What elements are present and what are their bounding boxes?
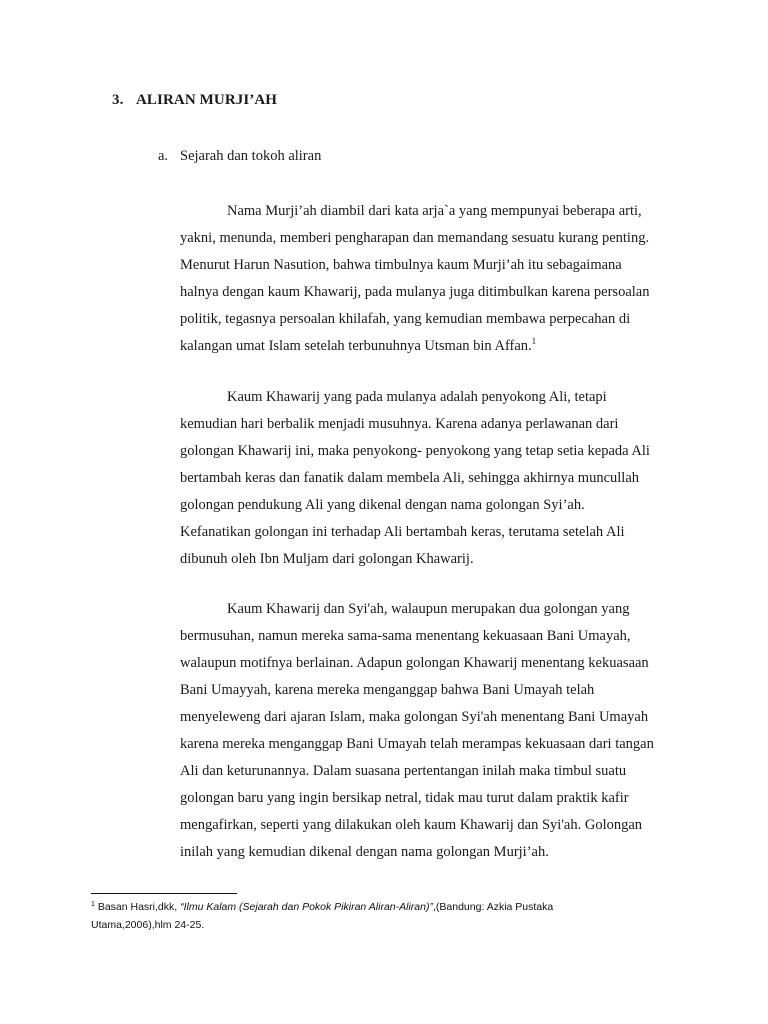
paragraph-line: mengafirkan, seperti yang dilakukan oleh kaum Khawarij dan Syi'ah. Golongan (180, 817, 643, 833)
footnote-publisher: ,(Bandung: Azkia Pustaka (432, 901, 554, 913)
paragraph-line: walaupun motifnya berlainan. Adapun golongan Khawarij menentang kekuasaan (180, 655, 649, 671)
paragraph-1 (180, 198, 690, 360)
footnote-number: 1 (91, 901, 95, 908)
paragraph-line: dibunuh oleh Ibn Muljam dari golongan Khawarij. (180, 551, 474, 567)
paragraph-line: halnya dengan kaum Khawarij, pada mulanya juga ditimbulkan karena persoalan (180, 284, 650, 300)
footnote-reference[interactable]: 1 (531, 336, 537, 346)
paragraph-line: karena mereka menganggap Bani Umayah telah merampas kekuasaan dari tangan (180, 736, 654, 752)
footnote-separator (91, 893, 237, 894)
paragraph-3 (180, 596, 690, 866)
paragraph-line: menyeleweng dari ajaran Islam, maka golongan Syi'ah menentang Bani Umayah (180, 709, 649, 725)
paragraph-line-last (180, 333, 690, 360)
paragraph-line: golongan Khawarij ini, maka penyokong- penyokong yang tetap setia kepada Ali (180, 443, 650, 459)
subsection-title: Sejarah dan tokoh aliran (180, 148, 322, 164)
footnote-author: Basan Hasri,dkk, (94, 901, 181, 913)
paragraph-2 (180, 384, 690, 573)
subsection-marker: a. (158, 148, 169, 164)
paragraph-line: bertambah keras dan fanatik dalam membela Ali, sehingga akhirnya muncullah (180, 470, 640, 486)
paragraph-line: politik, tegasnya persoalan khilafah, yang kemudian membawa perpecahan di (180, 311, 631, 327)
paragraph-line: golongan baru yang ingin bersikap netral, tidak mau turut dalam praktik kafir (180, 790, 629, 806)
paragraph-line: Ali dan keturunannya. Dalam suasana pertentangan inilah maka timbul suatu (180, 763, 627, 779)
paragraph-line: Kaum Khawarij yang pada mulanya adalah penyokong Ali, tetapi (227, 389, 607, 405)
section-number: 3. (112, 92, 124, 108)
paragraph-line-text: kalangan umat Islam setelah terbunuhnya Utsman bin Affan. (180, 338, 532, 354)
section-heading (112, 92, 277, 109)
paragraph-line: Kefanatikan golongan ini terhadap Ali bertambah keras, terutama setelah Ali (180, 524, 625, 540)
footnote-line-1 (91, 898, 651, 916)
paragraph-line: Bani Umayyah, karena mereka menganggap bahwa Bani Umayah telah (180, 682, 595, 698)
paragraph-line: golongan pendukung Ali yang dikenal dengan nama golongan Syi’ah. (180, 497, 585, 513)
footnote (91, 898, 651, 934)
paragraph-line: Kaum Khawarij dan Syi'ah, walaupun merupakan dua golongan yang (227, 601, 630, 617)
paragraph-line: inilah yang kemudian dikenal dengan nama golongan Murji’ah. (180, 844, 549, 860)
paragraph-line: Menurut Harun Nasution, bahwa timbulnya kaum Murji’ah itu sebagaimana (180, 257, 622, 273)
footnote-line-2: Utama,2006),hlm 24-25. (91, 919, 205, 931)
section-title: ALIRAN MURJI’AH (136, 92, 278, 108)
paragraph-line: yakni, menunda, memberi pengharapan dan memandang sesuatu kurang penting. (180, 230, 650, 246)
paragraph-line: Nama Murji’ah diambil dari kata arja`a yang mempunyai beberapa arti, (227, 203, 642, 219)
subsection-heading (158, 148, 321, 165)
paragraph-line: kemudian hari berbalik menjadi musuhnya. Karena adanya perlawanan dari (180, 416, 619, 432)
footnote-book-title: “Ilmu Kalam (Sejarah dan Pokok Pikiran Aliran-Aliran)” (180, 901, 433, 913)
paragraph-line: bermusuhan, namun mereka sama-sama menentang kekuasaan Bani Umayah, (180, 628, 631, 644)
